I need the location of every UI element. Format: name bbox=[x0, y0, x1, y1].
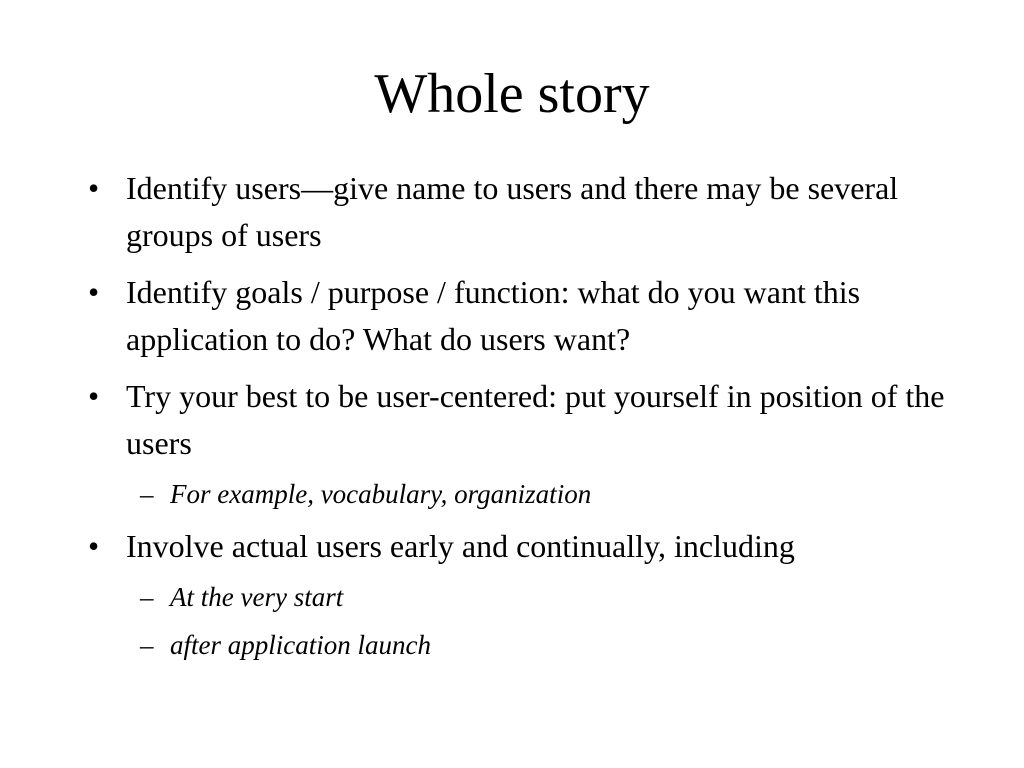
bullet-item-user-centered bbox=[88, 373, 948, 513]
sub-item-after-launch bbox=[126, 626, 948, 664]
bullet-marker: • bbox=[88, 274, 100, 310]
bullet-text: Try your best to be user-centered: put yourself in position of the users bbox=[126, 378, 945, 461]
sub-item-text: after application launch bbox=[170, 630, 431, 660]
bullet-text: Involve actual users early and continually, including bbox=[126, 528, 795, 564]
sub-marker: – bbox=[140, 582, 154, 612]
sub-marker: – bbox=[140, 630, 154, 660]
bullet-text: Identify goals / purpose / function: what do you want this application to do? What do users want? bbox=[126, 274, 861, 357]
sub-item-text: For example, vocabulary, organization bbox=[170, 479, 592, 509]
sub-marker: – bbox=[140, 479, 154, 509]
slide-title: Whole story bbox=[374, 63, 650, 125]
bullet-list bbox=[88, 165, 948, 674]
sub-item-text: At the very start bbox=[170, 582, 344, 612]
bullet-item-identify-users bbox=[88, 165, 948, 259]
bullet-marker: • bbox=[88, 378, 100, 414]
sub-item-for-example bbox=[126, 475, 948, 513]
bullet-item-identify-goals bbox=[88, 269, 948, 363]
sub-list bbox=[126, 475, 948, 513]
bullet-text: Identify users—give name to users and there may be several groups of users bbox=[126, 170, 899, 253]
bullet-item-involve-users bbox=[88, 523, 948, 664]
bullet-marker: • bbox=[88, 170, 100, 206]
sub-item-very-start bbox=[126, 578, 948, 616]
sub-list bbox=[126, 578, 948, 664]
bullet-marker: • bbox=[88, 528, 100, 564]
